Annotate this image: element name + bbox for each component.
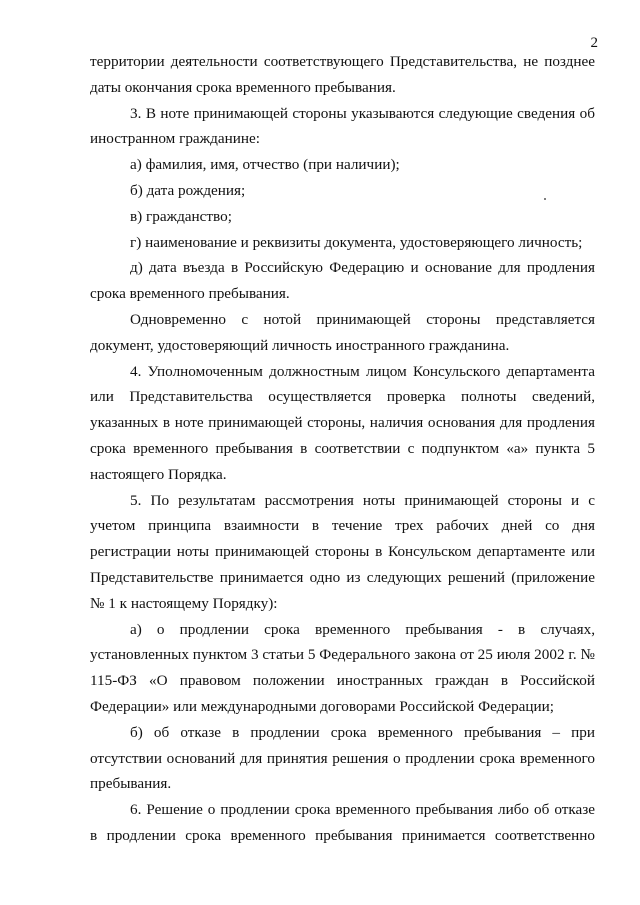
page-number: 2 — [590, 35, 598, 51]
scan-speck — [544, 198, 546, 200]
subitem-5a: а) о продлении срока временного пребывания - в случаях, установленных пунктом 3 статьи 5 Федерального закона от 25 июля 2002 г. № 115-ФЗ «О правовом положении иностранных граждан в Российской Федерации» или международными договорами Российской Федерации; — [90, 620, 595, 715]
paragraph-simultaneously: Одновременно с нотой принимающей стороны представляется документ, удостоверяющий личность иностранного гражданина. — [90, 310, 595, 354]
subitem-v: в) гражданство; — [130, 207, 232, 225]
subitem-g: г) наименование и реквизиты документа, удостоверяющего личность; — [130, 233, 583, 251]
subitem-a: а) фамилия, имя, отчество (при наличии); — [130, 156, 400, 174]
paragraph-item-6: 6. Решение о продлении срока временного пребывания либо об отказе в продлении срока временного пребывания принимается соответственно — [90, 801, 595, 844]
document-body — [90, 49, 595, 849]
subitem-b: б) дата рождения; — [130, 181, 246, 199]
paragraph-item-4: 4. Уполномоченным должностным лицом Консульского департамента или Представительства осуществляется проверка полноты сведений, указанных в ноте принимающей стороны, наличия основания для продления срока временного пребывания в соответствии с подпунктом «а» пункта 5 настоящего Порядка. — [90, 362, 595, 483]
paragraph-item-3: 3. В ноте принимающей стороны указываются следующие сведения об иностранном гражданине: — [90, 104, 595, 148]
paragraph-continuation: территории деятельности соответствующего Представительства, не позднее даты окончания срока временного пребывания. — [90, 53, 595, 96]
subitem-d: д) дата въезда в Российскую Федерацию и основание для продления срока временного пребывания. — [90, 259, 595, 303]
paragraph-item-5: 5. По результатам рассмотрения ноты принимающей стороны и с учетом принципа взаимности в течение трех рабочих дней со дня регистрации ноты принимающей стороны в Консульском департаменте или Представительстве принимается одно из следующих решений (приложение № 1 к настоящему Порядку): — [90, 491, 595, 612]
subitem-5b: б) об отказе в продлении срока временного пребывания – при отсутствии оснований для принятия решения о продлении срока временного пребывания. — [90, 723, 595, 793]
